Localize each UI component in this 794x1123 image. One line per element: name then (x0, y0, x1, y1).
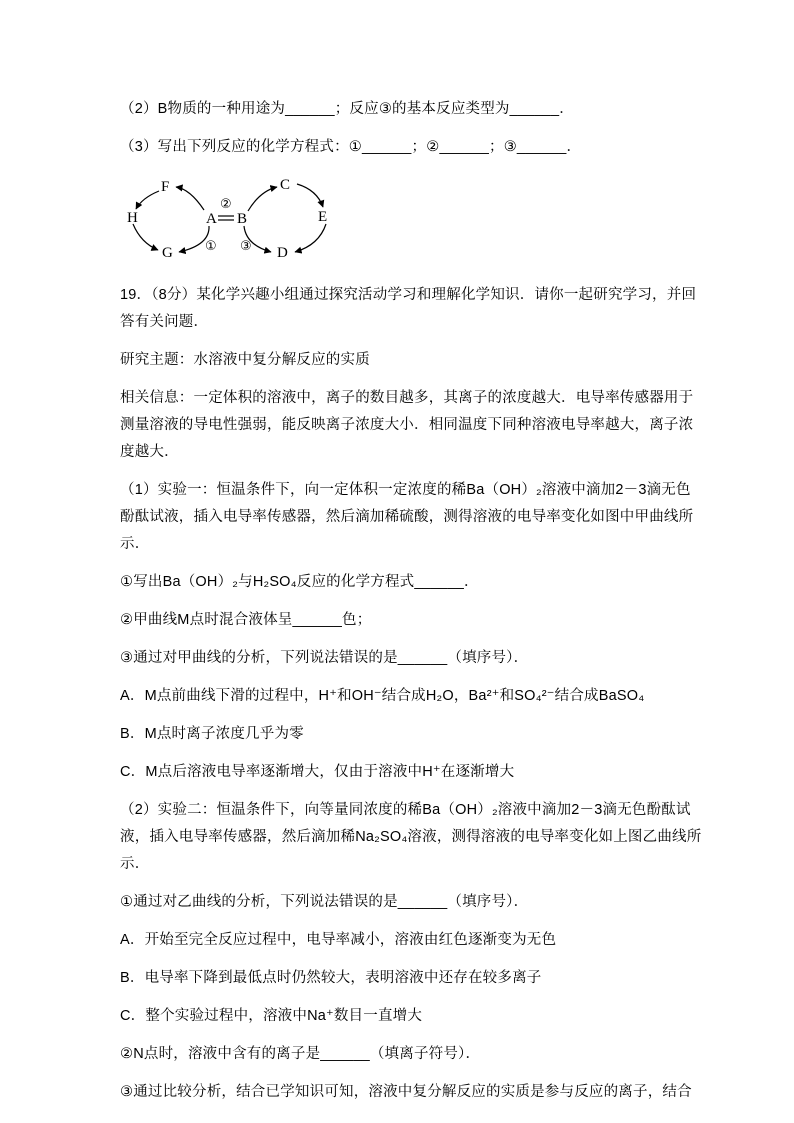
arrow-b-to-c (248, 187, 277, 211)
text-line: 液，插入电导率传感器，然后滴加稀Na₂SO₄溶液，测得溶液的电导率变化如上图乙曲线所 (120, 829, 702, 845)
text-line: ②N点时，溶液中含有的离子是______（填离子符号）． (120, 1046, 481, 1062)
node-G: G (162, 245, 173, 261)
text-line: 相关信息：一定体积的溶液中，离子的数目越多，其离子的浓度越大．电导率传感器用于 (120, 390, 694, 406)
text-line: （1）实验一：恒温条件下，向一定体积一定浓度的稀Ba（OH）₂溶液中滴加2－3滴无色 (120, 482, 691, 498)
arrow-e-to-d (295, 224, 326, 252)
text-line: 酚酞试液，插入电导率传感器，然后滴加稀硫酸，测得溶液的电导率变化如图中甲曲线所 (120, 509, 694, 525)
paragraph (120, 477, 694, 558)
text-line: 示． (120, 856, 150, 872)
text-line: B．M点时离子浓度几乎为零 (120, 726, 304, 742)
paragraph (120, 645, 688, 672)
paragraph (120, 965, 688, 992)
paragraph (120, 1041, 688, 1068)
text-line: 度越大． (120, 444, 179, 460)
paragraph (120, 721, 688, 748)
paragraph (120, 927, 688, 954)
text-line: ②甲曲线M点时混合液体呈______色； (120, 612, 372, 628)
text-before-diagram (120, 96, 688, 161)
text-line: A．开始至完全反应过程中，电导率减小，溶液由红色逐渐变为无色 (120, 932, 557, 948)
paragraph (120, 96, 688, 123)
paragraph (120, 1079, 692, 1106)
node-F: F (161, 179, 170, 195)
text-line: 示． (120, 536, 150, 552)
text-line: 测量溶液的导电性强弱，能反映离子浓度大小．相同温度下同种溶液电导率越大，离子浓 (120, 417, 694, 433)
arrow-f-to-h (136, 191, 159, 209)
text-after-diagram (120, 282, 702, 1106)
arrow-h-to-g (133, 224, 158, 250)
text-line: （2）B物质的一种用途为______；反应③的基本反应类型为______． (120, 101, 574, 117)
step-1-label: ① (205, 239, 217, 254)
step-3-label: ③ (240, 239, 252, 254)
text-line: ③通过对甲曲线的分析，下列说法错误的是______（填序号）． (120, 650, 529, 666)
text-line: ①写出Ba（OH）₂与H₂SO₄反应的化学方程式______． (120, 574, 479, 590)
paragraph (120, 1003, 688, 1030)
text-line: C．M点后溶液电导率逐渐增大，仅由于溶液中H⁺在逐渐增大 (120, 764, 515, 780)
paragraph (120, 134, 688, 161)
paragraph (120, 607, 688, 634)
paragraph (120, 385, 694, 466)
paragraph (120, 282, 697, 336)
node-A: A (206, 211, 217, 227)
paragraph (120, 759, 688, 786)
text-line: B．电导率下降到最低点时仍然较大，表明溶液中还存在较多离子 (120, 970, 542, 986)
text-line: 19．（8分）某化学兴趣小组通过探究活动学习和理解化学知识．请你一起研究学习，并回 (120, 287, 697, 303)
text-line: ①通过对乙曲线的分析，下列说法错误的是______（填序号）． (120, 894, 529, 910)
paragraph (120, 569, 688, 596)
node-B: B (237, 211, 248, 227)
paragraph (120, 347, 688, 374)
arrow-c-to-e (297, 184, 323, 207)
text-line: 答有关问题． (120, 314, 209, 330)
paragraph (120, 889, 688, 916)
node-D: D (277, 245, 288, 261)
text-line: （3）写出下列反应的化学方程式：①______；②______；③______． (120, 139, 582, 155)
step-2-label: ② (220, 197, 232, 212)
text-line: （2）实验二：恒温条件下，向等量同浓度的稀Ba（OH）₂溶液中滴加2－3滴无色酚酞试 (120, 802, 691, 818)
text-line: C．整个实验过程中，溶液中Na⁺数目一直增大 (120, 1008, 423, 1024)
node-E: E (318, 209, 328, 225)
text-line: 研究主题：水溶液中复分解反应的实质 (120, 352, 370, 368)
paragraph (120, 797, 702, 878)
paragraph (120, 683, 688, 710)
text-line: ③通过比较分析，结合已学知识可知，溶液中复分解反应的实质是参与反应的离子，结合 (120, 1084, 692, 1100)
text-line: A．M点前曲线下滑的过程中，H⁺和OH⁻结合成H₂O，Ba²⁺和SO₄²⁻结合成BaSO₄ (120, 688, 645, 704)
reaction-diagram-wrap (120, 172, 688, 268)
reaction-cycle-diagram (120, 172, 352, 268)
node-C: C (280, 177, 291, 193)
arrow-a-to-f (176, 187, 204, 210)
node-H: H (127, 210, 138, 226)
